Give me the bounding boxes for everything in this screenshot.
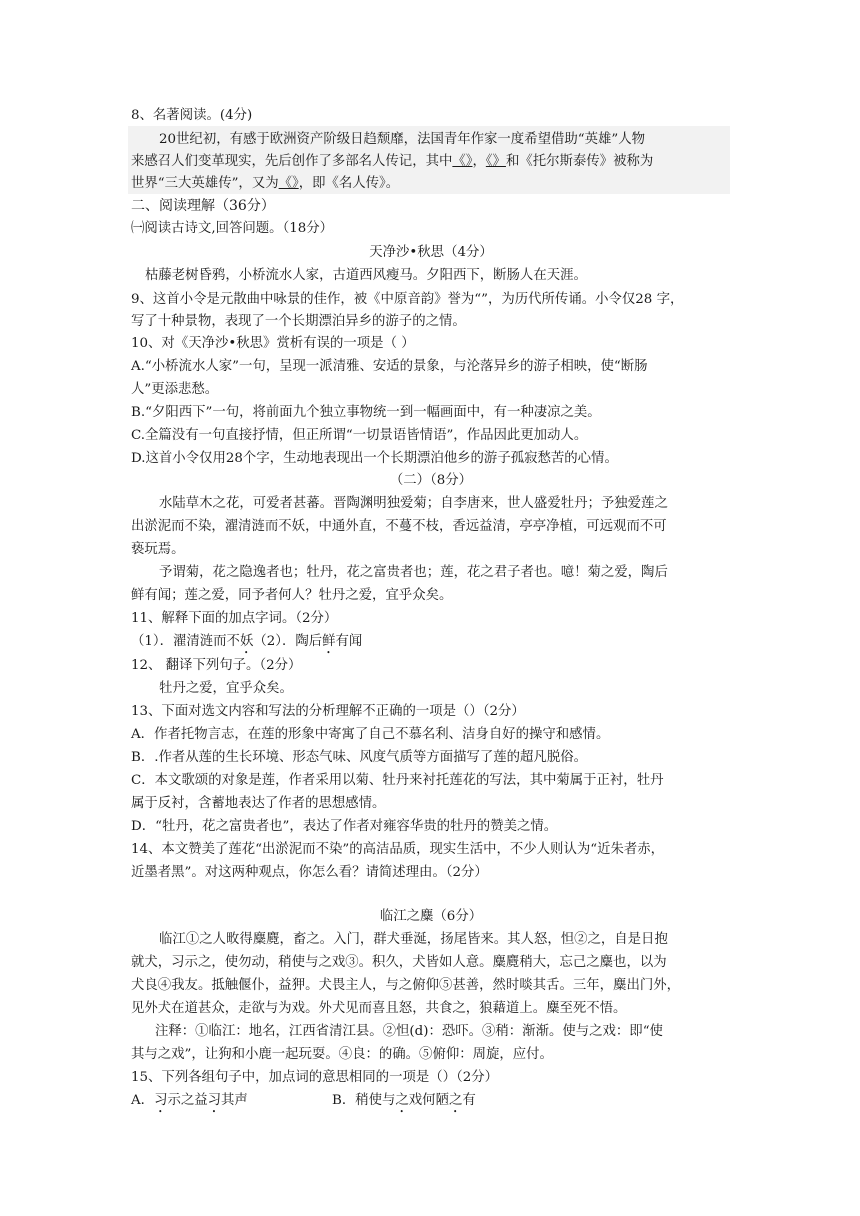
q10-option-a-line1: A.“小桥流水人家”一句，呈现一派清雅、安适的景象，与沦落异乡的游子相映，使“断肠 [131, 359, 648, 374]
q13-option-a: A．作者托物言志，在莲的形象中寄寓了自己不慕名利、洁身自好的操守和感情。 [131, 727, 610, 742]
q15-a-dot2: 习 [207, 1093, 222, 1108]
q8-text-b: 和《托尔斯泰传》被称为 [505, 154, 654, 169]
q8-sep: ， [472, 154, 486, 169]
q14-line2: 近墨者黑”。对这两种观点，你怎么看？请简述理由。（2分） [131, 865, 488, 880]
q15-b-dot1: 之 [395, 1093, 409, 1108]
q14-line1: 14、本文赞美了莲花“出淤泥而不染”的高洁品质，现实生活中，不少人则认为“近朱者赤， [131, 842, 665, 857]
part3-note-line1: 注释：①临江：地名，江西省清江县。②怛(d)：恐吓。③稍：渐渐。使与之戏：即“使 [155, 1024, 663, 1039]
q15-a-label: A． [131, 1093, 155, 1108]
q15-b-dot2: 之 [448, 1093, 463, 1108]
q12-sentence: 牡丹之爱，宜乎众矣。 [159, 681, 293, 696]
q12-title: 12、 翻译下列句子。（2分） [131, 658, 302, 673]
part3-para-line1: 临江①之人畋得麋麑，畜之。入门，群犬垂涎，扬尾皆来。其人怒，怛②之，自是日抱 [159, 932, 668, 947]
part3-para-line2: 就犬，习示之，使勿动，稍使与之戏③。积久，犬皆如人意。麋麑稍大，忘己之麋也，以为 [131, 955, 667, 970]
blank-1[interactable]: 《》 [452, 154, 473, 169]
q8-text-d: ，即《名人传》。 [298, 176, 400, 191]
q13-option-c-line1: C．本文歌颂的对象是莲，作者采用以菊、牡丹来衬托莲花的写法，其中菊属于正衬，牡丹 [131, 773, 664, 788]
q10-title: 10、对《天净沙•秋思》赏析有误的一项是（ ） [131, 336, 415, 351]
part2-para-line1: 水陆草木之花，可爱者甚蕃。晋陶渊明独爱菊；自李唐来，世人盛爱牡丹；予独爱莲之 [159, 496, 668, 511]
q15-a-dot1: 习 [154, 1093, 168, 1108]
section2-sub1: ㈠阅读古诗文,回答问题。（18分） [131, 221, 334, 236]
q10-option-a-line2: 人”更添悲愁。 [131, 382, 219, 397]
q8-text: 来感召人们变革现实，先后创作了多部名人传记，其中 [131, 154, 453, 169]
poem-text: 枯藤老树昏鸦，小桥流水人家，古道西风瘦马。夕阳西下，断肠人在天涯。 [145, 268, 587, 283]
q11-item2: （2）．陶后 [253, 634, 323, 649]
q11-item2-end: 有闻 [335, 634, 363, 649]
part2-title: （二）（8分） [389, 473, 473, 488]
q9-line1: 9、这首小令是元散曲中咏景的佳作，被《中原音韵》誉为“”，为历代所传诵。小令仅28 字， [131, 292, 684, 307]
q11-items [131, 632, 362, 657]
q13-option-d: D．“牡丹，花之富贵者也”，表达了作者对雍容华贵的牡丹的赞美之情。 [131, 819, 558, 834]
part3-note-line2: 其与之戏”，让狗和小鹿一起玩耍。④良：的确。⑤俯仰：周旋，应付。 [131, 1047, 553, 1062]
q11-dot-word2: 鲜 [322, 634, 336, 649]
q13-option-b: B．.作者从莲的生长环境、形态气味、风度气质等方面描写了莲的超凡脱俗。 [131, 750, 587, 765]
q9-line2: 写了十种景物，表现了一个长期漂泊异乡的游子的之情。 [131, 314, 466, 329]
q15-a-mid: 示之益 [167, 1093, 208, 1108]
poem-title: 天净沙•秋思（4分） [369, 245, 493, 260]
q8-para-line1: 20世纪初，有感于欧洲资产阶级日趋颓靡，法国青年作家一度希望借助“英雄”人物 [159, 132, 646, 147]
blank-2[interactable]: 《》 [485, 154, 506, 169]
q15-option-a [131, 1091, 248, 1116]
part2-para-line4: 予谓菊，花之隐逸者也；牡丹，花之富贵者也；莲，花之君子者也。噫！菊之爱，陶后 [159, 565, 668, 580]
q11-title: 11、解释下面的加点字词。（2分） [131, 611, 338, 626]
q15-a-end: 其声 [221, 1093, 248, 1108]
part2-para-line3: 亵玩焉。 [131, 542, 185, 557]
blank-3[interactable]: 《》 [278, 176, 299, 191]
part3-para-line4: 见外犬在道甚众，走欲与为戏。外犬见而喜且怒，共食之，狼藉道上。麋至死不悟。 [131, 1001, 627, 1016]
q8-para-line3 [131, 174, 399, 194]
q15-b-mid: 戏何陋 [408, 1093, 449, 1108]
q10-option-d: D.这首小令仅用28个字，生动地表现出一个长期漂泊他乡的游子孤寂愁苦的心情。 [131, 451, 618, 466]
part3-title: 临江之麋（6分） [379, 909, 483, 924]
q11-dot-word1: 妖 [239, 634, 254, 649]
part3-para-line3: 犬良④我友。抵触偃仆，益狎。犬畏主人，与之俯仰⑤甚善，然时啖其舌。三年，麋出门外， [131, 978, 681, 993]
q13-title: 13、下面对选文内容和写法的分析理解不正确的一项是（）（2分） [131, 704, 525, 719]
q8-para-line2 [131, 152, 653, 172]
q15-b-label: B．稍使与 [332, 1093, 396, 1108]
q15-title: 15、下列各组句子中，加点词的意思相同的一项是（）（2分） [131, 1070, 499, 1085]
q8-title: 8、名著阅读。(4分) [131, 108, 253, 123]
section2-title: 二、阅读理解（36分） [131, 198, 275, 214]
q15-b-end: 有 [462, 1093, 476, 1108]
q8-text-c: 世界“三大英雄传”，又为 [131, 176, 279, 191]
part2-para-line2: 出淤泥而不染，濯清涟而不妖，中通外直，不蔓不枝，香远益清，亭亭净植，可远观而不可 [131, 519, 667, 534]
q15-option-b [332, 1091, 476, 1116]
q10-option-b: B.“夕阳西下”一句，将前面九个独立事物统一到一幅画面中，有一种凄凉之美。 [131, 405, 601, 420]
q11-item1: （1）．濯清涟而不 [131, 634, 240, 649]
part2-para-line5: 鲜有闻；莲之爱，同予者何人？牡丹之爱，宜乎众矣。 [131, 588, 453, 603]
q10-option-c: C.全篇没有一句直接抒情，但正所谓“一切景语皆情语”，作品因此更加动人。 [131, 428, 588, 443]
q13-option-c-line2: 属于反衬，含蓄地表达了作者的思想感情。 [131, 796, 386, 811]
